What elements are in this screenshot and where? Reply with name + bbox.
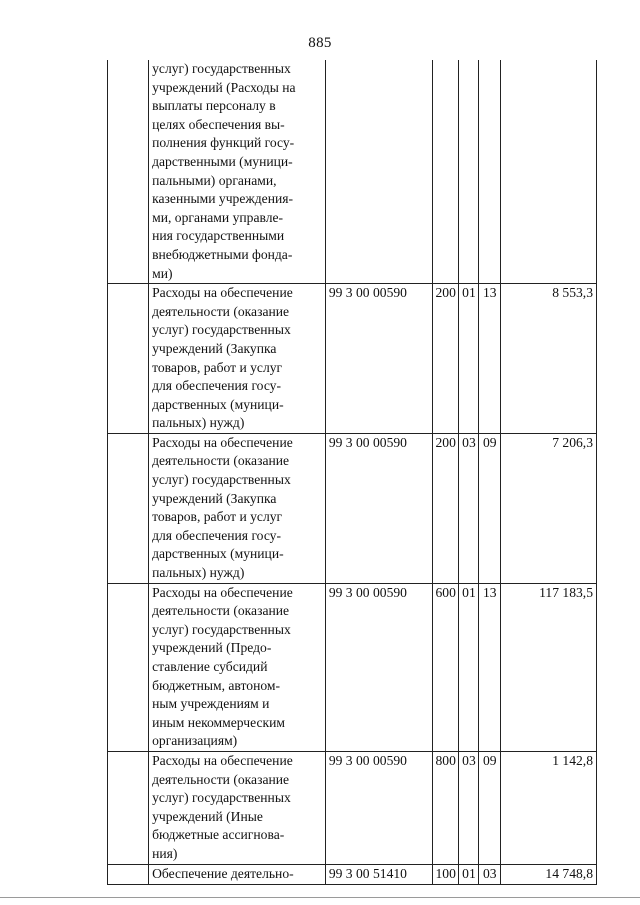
section-cell: 03: [459, 433, 479, 583]
table-row: [108, 583, 597, 751]
subsection-cell: 13: [479, 583, 501, 751]
amount-cell: 1 142,8: [501, 751, 597, 864]
row-number-cell: [108, 284, 149, 434]
expense-type-cell: 100: [432, 864, 459, 884]
row-number-cell: [108, 751, 149, 864]
expense-type-cell: [432, 60, 459, 284]
table-row: [108, 433, 597, 583]
amount-cell: 117 183,5: [501, 583, 597, 751]
budget-expenditure-table: [107, 60, 597, 885]
amount-cell: [501, 60, 597, 284]
page-number: 885: [308, 35, 332, 51]
row-number-cell: [108, 433, 149, 583]
expense-type-cell: 200: [432, 284, 459, 434]
target-article-cell: [325, 60, 432, 284]
section-cell: [459, 60, 479, 284]
target-article-cell: 99 3 00 00590: [325, 284, 432, 434]
page-bottom-rule: [0, 897, 640, 898]
subsection-cell: 09: [479, 433, 501, 583]
expense-name-cell: Расходы на обеспечение деятельности (оказание услуг) государственных учреждений (Иные бюджетные ассигнова- ния): [149, 751, 326, 864]
section-cell: 03: [459, 751, 479, 864]
section-cell: 01: [459, 284, 479, 434]
subsection-cell: 13: [479, 284, 501, 434]
row-number-cell: [108, 864, 149, 884]
expense-name-cell: услуг) государственных учреждений (Расходы на выплаты персоналу в целях обеспечения вы- полнения функций госу- дарственными (муници- пальными) органами, казенными учреждения- ми, органами управле- ния государственными внебюджетными фонда- ми): [149, 60, 326, 284]
row-number-cell: [108, 583, 149, 751]
table-row: [108, 284, 597, 434]
amount-cell: 7 206,3: [501, 433, 597, 583]
expense-name-cell: Расходы на обеспечение деятельности (оказание услуг) государственных учреждений (Закупка товаров, работ и услуг для обеспечения госу- дарственных (муници- пальных) нужд): [149, 284, 326, 434]
target-article-cell: 99 3 00 00590: [325, 583, 432, 751]
amount-cell: 14 748,8: [501, 864, 597, 884]
row-number-cell: [108, 60, 149, 284]
expense-type-cell: 800: [432, 751, 459, 864]
table-row: [108, 751, 597, 864]
section-cell: 01: [459, 583, 479, 751]
subsection-cell: 09: [479, 751, 501, 864]
target-article-cell: 99 3 00 51410: [325, 864, 432, 884]
subsection-cell: [479, 60, 501, 284]
expense-name-cell: Расходы на обеспечение деятельности (оказание услуг) государственных учреждений (Предо- ставление субсидий бюджетным, автоном- ным учреждениям и иным некоммерческим организациям): [149, 583, 326, 751]
expense-name-cell: Обеспечение деятельно-: [149, 864, 326, 884]
target-article-cell: 99 3 00 00590: [325, 433, 432, 583]
target-article-cell: 99 3 00 00590: [325, 751, 432, 864]
table-row: [108, 60, 597, 284]
table-row: [108, 864, 597, 884]
amount-cell: 8 553,3: [501, 284, 597, 434]
section-cell: 01: [459, 864, 479, 884]
expense-type-cell: 200: [432, 433, 459, 583]
subsection-cell: 03: [479, 864, 501, 884]
expense-name-cell: Расходы на обеспечение деятельности (оказание услуг) государственных учреждений (Закупка товаров, работ и услуг для обеспечения госу- дарственных (муници- пальных) нужд): [149, 433, 326, 583]
expense-type-cell: 600: [432, 583, 459, 751]
